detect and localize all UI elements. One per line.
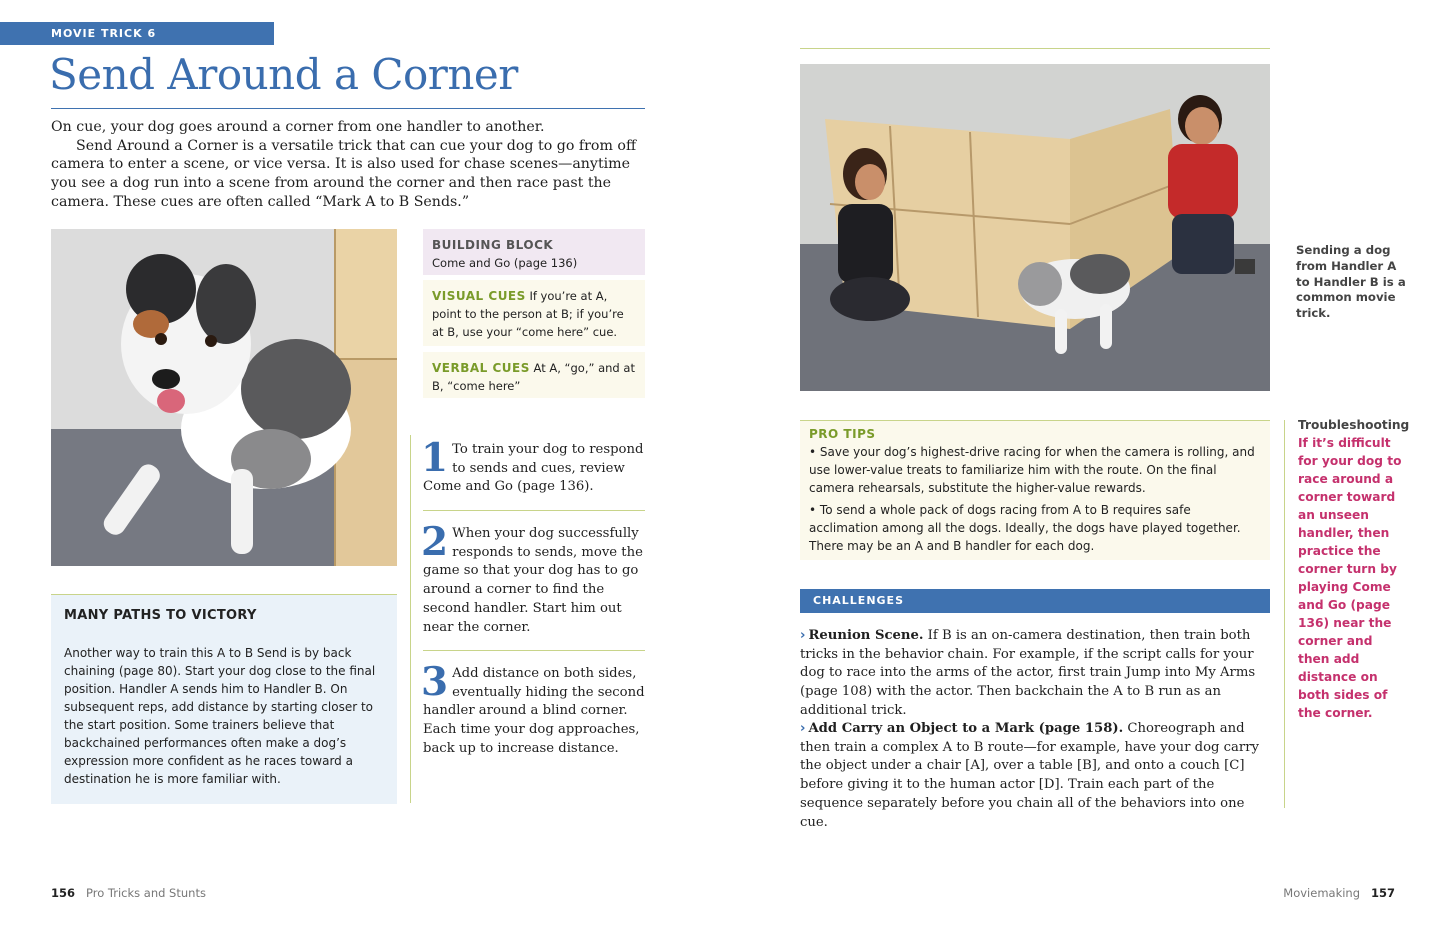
troubleshooting-body: If it’s difficult for your dog to race around a corner toward an unseen handler, then practice the corner turn by playing Come and Go (page 136) near the corner and then add distance on both sides of the corner. (1298, 436, 1402, 720)
challenges-heading: CHALLENGES (813, 594, 904, 607)
intro-text (51, 118, 645, 212)
step-divider (423, 650, 645, 651)
page-title: Send Around a Corner (49, 50, 518, 99)
step-2 (421, 519, 645, 637)
visual-cues-text: If you’re at A, point to the person at B; if you’re at B, use your “come here” cue. (432, 289, 624, 339)
pro-tip-text: To send a whole pack of dogs racing from A to B requires safe acclimation among all the dogs. Ideally, the dogs have played together. There may be an A and B handler for each dog. (809, 503, 1241, 553)
section-label: MOVIE TRICK 6 (51, 27, 157, 40)
footer-right (1283, 886, 1395, 900)
right-section-name: Moviemaking (1283, 886, 1361, 900)
right-page-number: 157 (1370, 886, 1395, 900)
challenge-title: Reunion Scene. (808, 628, 924, 643)
pro-tip-text: Save your dog’s highest-drive racing for when the camera is rolling, and use lower-value treats to familiarize him with the route. On the final camera rehearsals, substitute the higher-value rewards. (809, 445, 1255, 495)
step-number: 2 (421, 519, 449, 565)
verbal-cues-box (423, 352, 645, 398)
step-text: Add distance on both sides, eventually hiding the second handler around a blind corner. Each time your dog approaches, back up to increase distance. (423, 666, 645, 756)
verbal-cues-heading: VERBAL CUES (432, 361, 530, 375)
title-divider (51, 108, 645, 109)
challenge-text: Choreograph and then train a complex A to B route—for example, have your dog carry the object under a chair [A], over a table [B], and onto a couch [C] before giving it to the human actor [D]. Train each part of the sequence separately before you chain all of the behaviors into one cue. (800, 721, 1259, 830)
challenge-item (800, 720, 1270, 832)
building-block-text: Come and Go (page 136) (432, 256, 578, 270)
pro-tips-heading: PRO TIPS (809, 427, 876, 441)
intro-line: On cue, your dog goes around a corner from one handler to another. (51, 119, 545, 135)
troubleshooting-sidebar (1298, 416, 1408, 722)
left-section-name: Pro Tricks and Stunts (85, 886, 206, 900)
many-paths-box (51, 594, 397, 804)
chevron-right-icon: › (800, 628, 806, 643)
bullet-icon: • (809, 503, 820, 517)
visual-cues-heading: VISUAL CUES (432, 289, 526, 303)
dog-photo-left (51, 229, 397, 566)
pro-tips-rule (800, 420, 1270, 421)
pro-tip-item (809, 501, 1261, 555)
left-page-number: 156 (51, 886, 76, 900)
troubleshooting-title: Troubleshooting (1298, 418, 1410, 432)
challenge-title: Add Carry an Object to a Mark (page 158). (808, 721, 1124, 736)
visual-cues-box (423, 280, 645, 346)
many-paths-title: MANY PATHS TO VICTORY (64, 608, 257, 623)
step-text: To train your dog to respond to sends and cues, review Come and Go (page 136). (423, 442, 644, 495)
building-block-box (423, 229, 645, 275)
steps-rule (410, 435, 411, 803)
step-text: When your dog successfully responds to sends, move the game so that your dog has to go around a corner to find the second handler. Start him out near the corner. (423, 526, 643, 635)
pro-tip-item (809, 443, 1261, 497)
challenges-bar (800, 589, 1270, 613)
pro-tips-box (800, 420, 1270, 560)
section-tab (0, 22, 274, 45)
handlers-dog-illustration (800, 64, 1270, 391)
step-number: 1 (421, 435, 449, 481)
challenge-item (800, 627, 1270, 721)
dog-corner-illustration (51, 229, 397, 566)
troubleshooting-rule (1284, 420, 1285, 808)
right-top-rule (800, 48, 1270, 49)
chevron-right-icon: › (800, 721, 806, 736)
verbal-cues-text: At A, “go,” and at B, “come here” (432, 361, 635, 393)
step-3 (421, 659, 645, 759)
challenge-text: If B is an on-camera destination, then train both tricks in the behavior chain. For example, if the script calls for your dog to race into the arms of the actor, first train Jump into My Arms (page 108) with the actor. Then backchain the A to B run as an additional trick. (800, 628, 1256, 718)
step-number: 3 (421, 659, 449, 705)
footer-left (51, 886, 206, 900)
step-1 (421, 435, 645, 497)
building-block-heading: BUILDING BLOCK (432, 238, 554, 252)
step-divider (423, 510, 645, 511)
photo-caption: Sending a dog from Handler A to Handler B is a common movie trick. (1296, 243, 1406, 321)
many-paths-rule (51, 594, 397, 595)
bullet-icon: • (809, 445, 820, 459)
handlers-photo (800, 64, 1270, 391)
many-paths-body: Another way to train this A to B Send is by back chaining (page 80). Start your dog close to the final position. Handler A sends him to Handler B. On subsequent reps, add distance by starting closer to the start position. Some trainers believe that backchained performances often make a dog’s expression more confident as he races toward a destination he is more familiar with. (64, 646, 376, 786)
intro-paragraph: Send Around a Corner is a versatile trick that can cue your dog to go from off camera to enter a scene, or vice versa. It is also used for chase scenes—anytime you see a dog run into a scene from around the corner and then race past the camera. These cues are often called “Mark A to B Sends.” (51, 137, 637, 210)
